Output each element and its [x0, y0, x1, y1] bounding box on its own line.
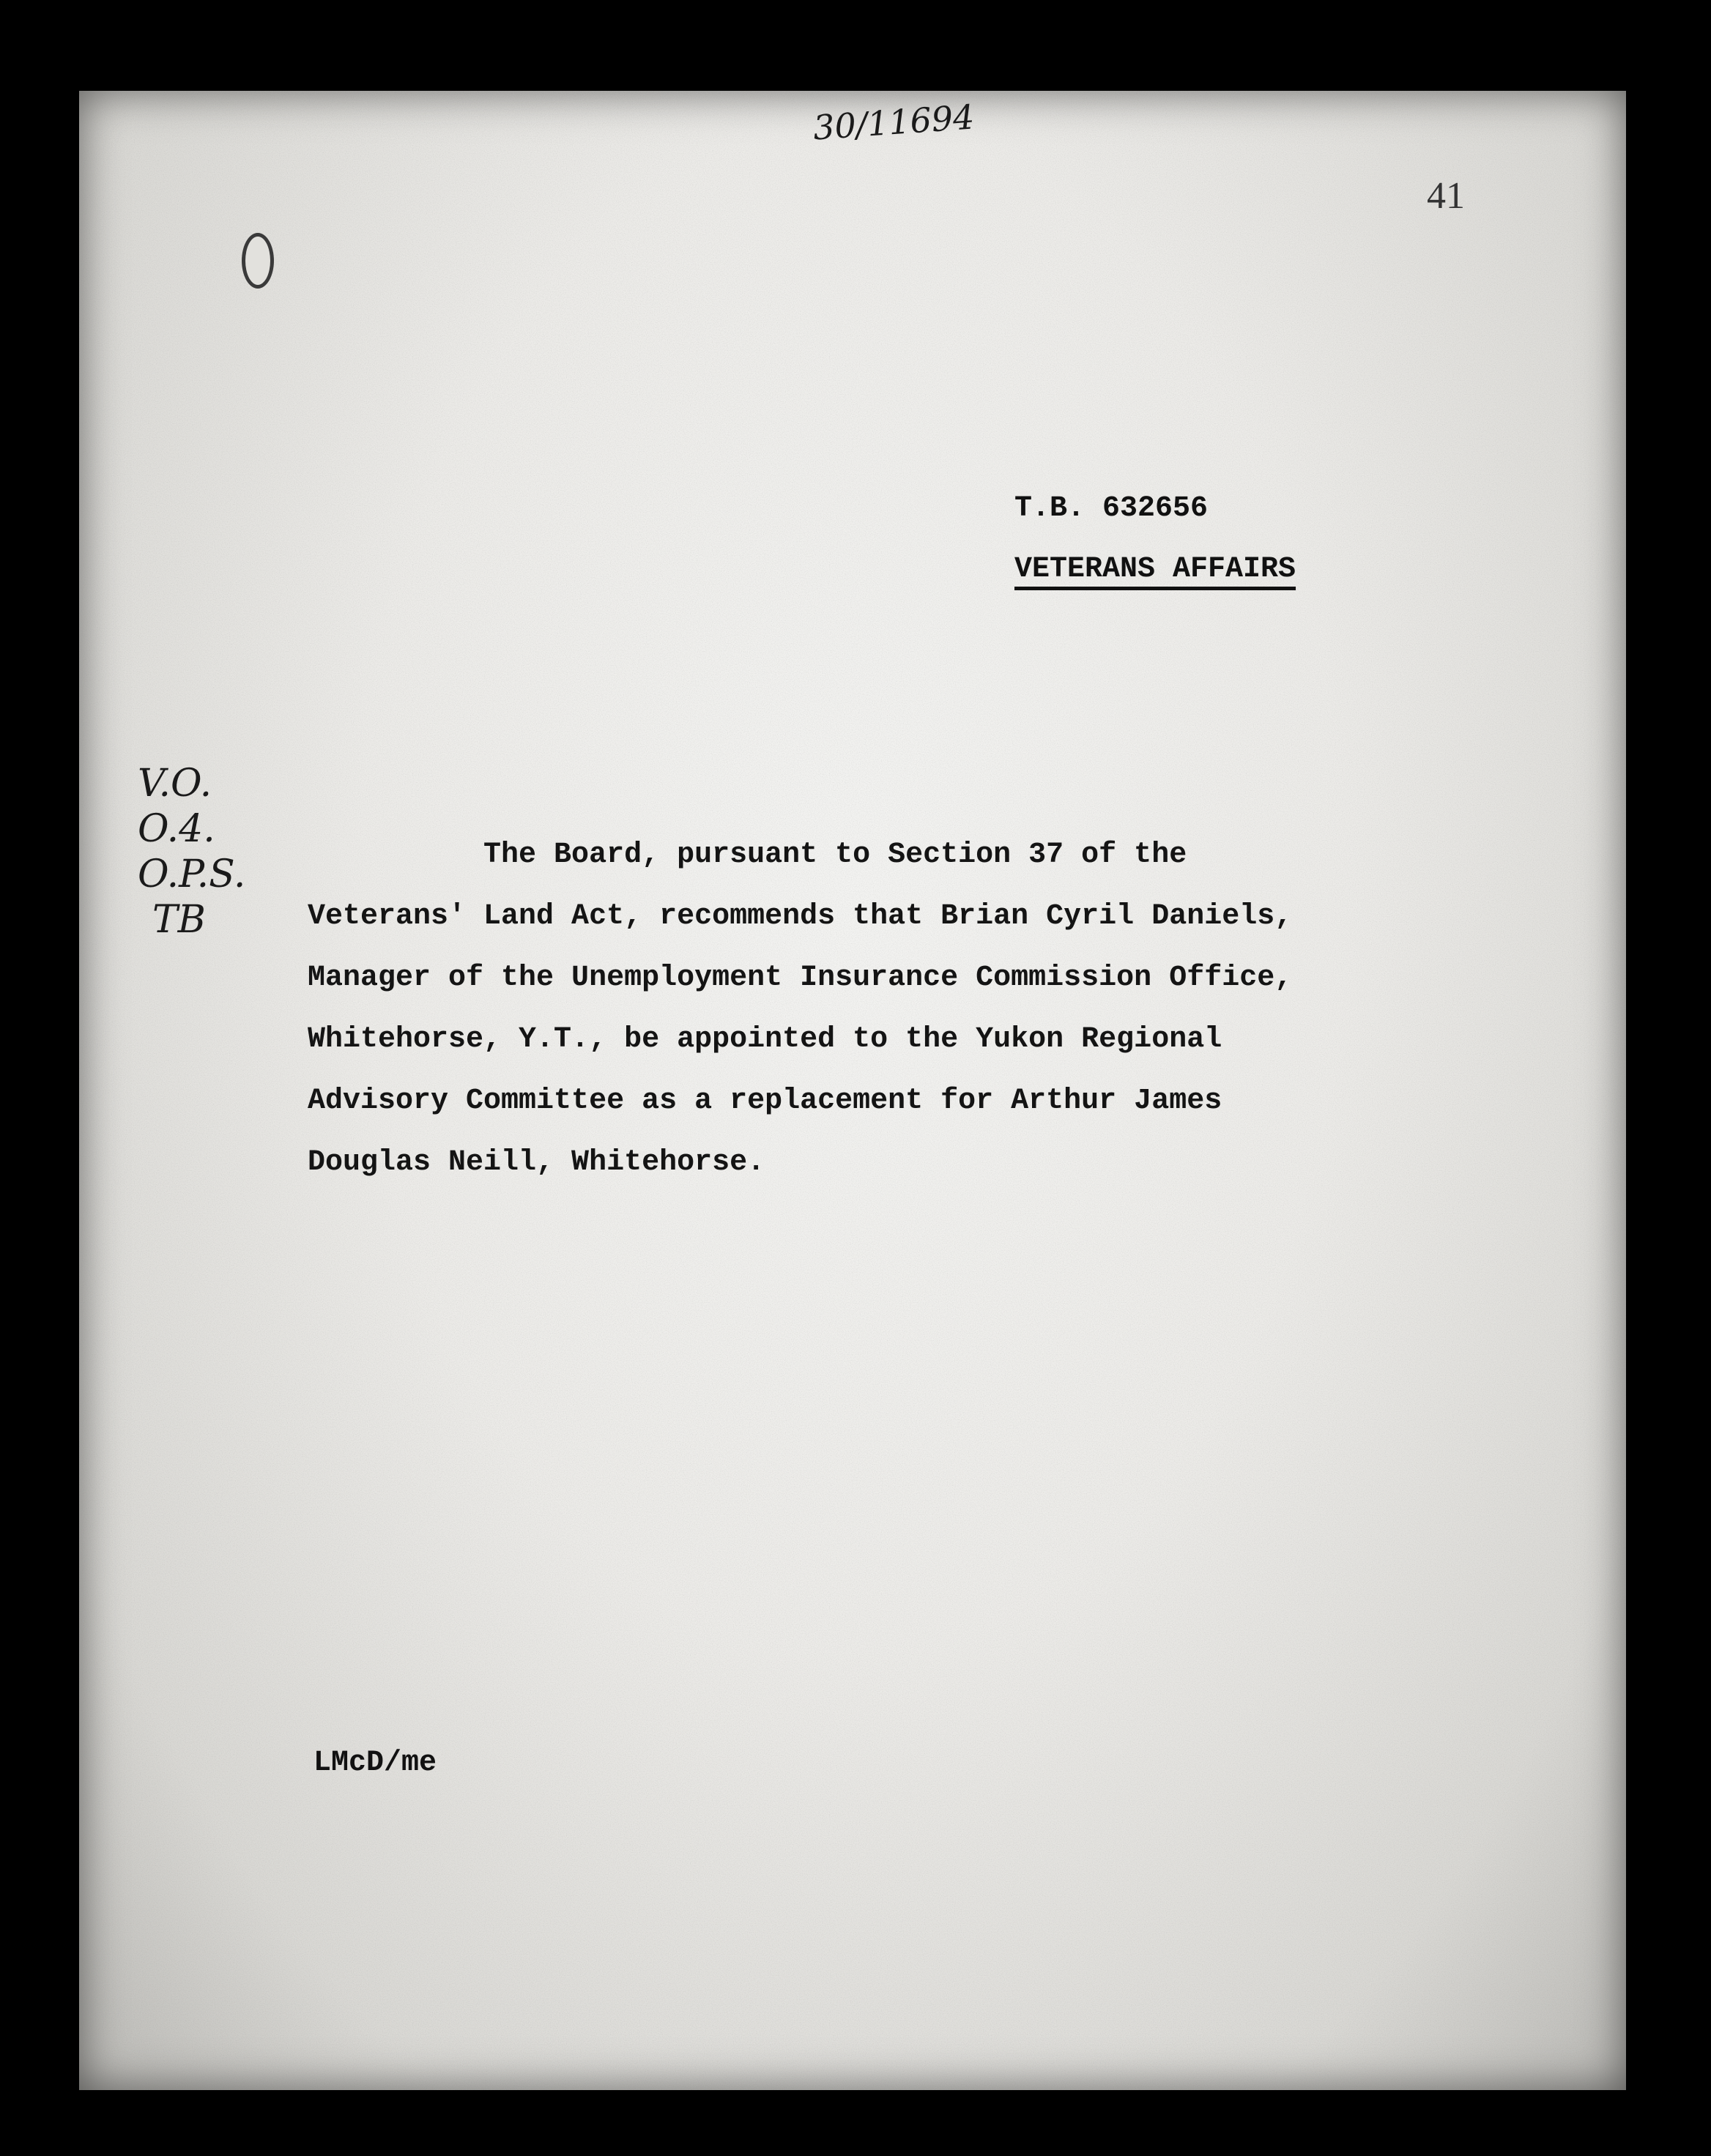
department-heading: VETERANS AFFAIRS — [1014, 553, 1296, 586]
margin-note: O.4. — [138, 807, 215, 851]
typist-initials: LMcD/me — [313, 1747, 437, 1780]
body-line: Douglas Neill, Whitehorse. — [308, 1146, 765, 1179]
body-line: Advisory Committee as a replacement for Arthur James — [308, 1085, 1222, 1118]
body-line: Whitehorse, Y.T., be appointed to the Yukon Regional — [308, 1023, 1222, 1056]
body-paragraph — [308, 825, 1292, 1194]
body-line: The Board, pursuant to Section 37 of the — [308, 839, 1187, 871]
margin-note: TB — [152, 898, 206, 942]
body-line: Veterans' Land Act, recommends that Brian Cyril Daniels, — [308, 900, 1293, 933]
body-line: Manager of the Unemployment Insurance Commission Office, — [308, 962, 1293, 995]
handwritten-margin-notes — [138, 762, 270, 952]
margin-note: V.O. — [138, 762, 212, 806]
handwritten-file-number: 30/11694 — [812, 97, 976, 148]
margin-note: O.P.S. — [138, 852, 246, 896]
page-number: 41 — [1427, 175, 1465, 217]
reference-number: T.B. 632656 — [1014, 492, 1209, 525]
punch-hole-mark — [242, 233, 274, 289]
